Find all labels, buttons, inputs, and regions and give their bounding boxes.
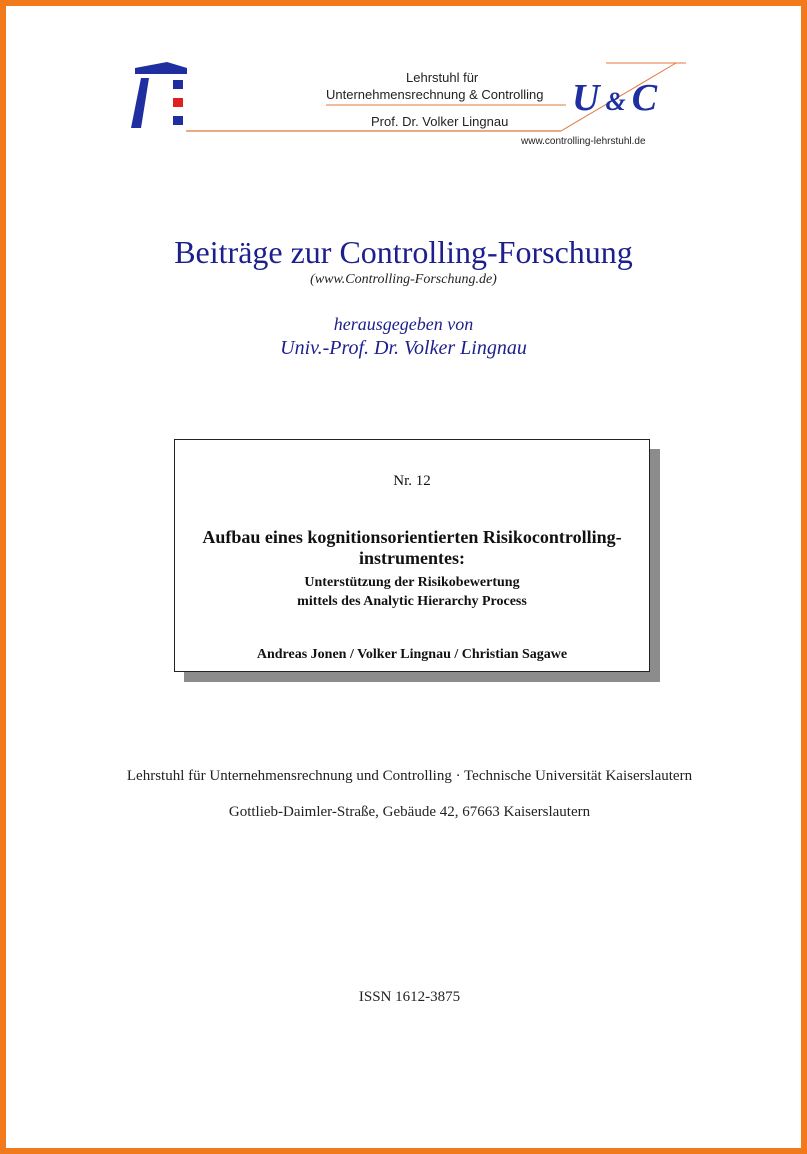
paper-title [175,527,649,569]
uc-logo-amp: & [605,87,626,116]
issue-number: Nr. 12 [393,473,431,489]
uc-logo-u: U [572,77,600,119]
address-line: Gottlieb-Daimler-Straße, Gebäude 42, 67663 Kaiserslautern [228,804,591,820]
paper-subtitle-line-1: Unterstützung der Risikobewertung [304,575,520,590]
issn: ISSN 1612-3875 [358,989,461,1005]
institution-line: Lehrstuhl für Unternehmensrechnung und Controlling · Technische Universität Kaiserslautern [126,768,693,784]
chair-name: Unternehmensrechnung & Controlling [326,87,544,102]
paper-subtitle-line-2: mittels des Analytic Hierarchy Process [297,594,527,609]
uc-logo [572,76,657,124]
paper-subtitle [175,573,649,611]
professor-name: Prof. Dr. Volker Lingnau [371,114,509,129]
paper-box [174,439,650,672]
series-url[interactable]: (www.Controlling-Forschung.de) [310,272,497,287]
uc-logo-c: C [631,77,658,119]
website-link[interactable]: www.controlling-lehrstuhl.de [521,136,646,147]
editor-name: Univ.-Prof. Dr. Volker Lingnau [280,337,527,359]
series-title: Beiträge zur Controlling-Forschung [174,234,633,270]
paper-authors: Andreas Jonen / Volker Lingnau / Christian Sagawe [256,647,568,662]
paper-title-line-1: Aufbau eines kognitionsorientierten Risikocontrolling- [202,527,622,547]
editor-prefix: herausgegeben von [333,314,474,334]
chair-label: Lehrstuhl für [406,70,479,85]
header-rule [6,6,801,166]
paper-title-line-2: instrumentes: [359,548,465,568]
